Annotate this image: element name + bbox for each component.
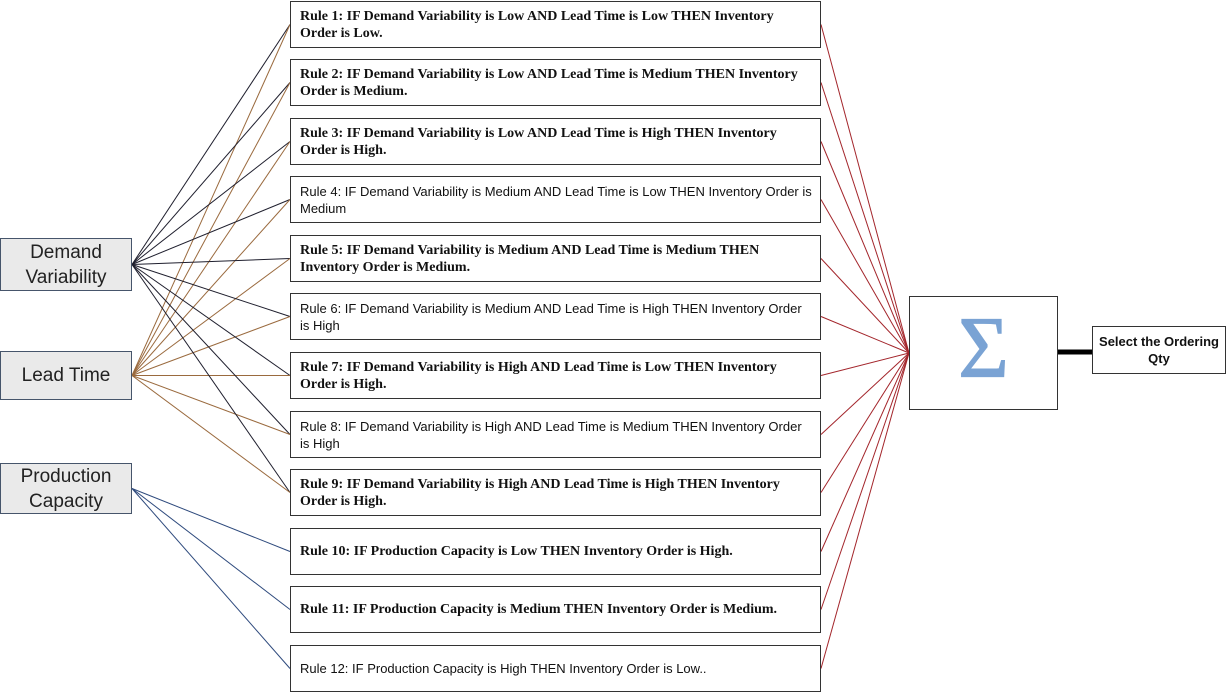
rule-text: Rule 8: IF Demand Variability is High AND Lead Time is Medium THEN Inventory Order is High xyxy=(300,418,802,451)
connector-lead-to-rule-6 xyxy=(132,317,290,376)
rule-box-7 xyxy=(290,352,821,399)
rule-box-2 xyxy=(290,59,821,106)
rule-text: Rule 2: IF Demand Variability is Low AND Lead Time is Medium THEN Inventory Order is Medium. xyxy=(300,66,798,99)
rule-box-11 xyxy=(290,586,821,633)
rule-text: Rule 10: IF Production Capacity is Low THEN Inventory Order is High. xyxy=(300,544,733,559)
rule-box-10 xyxy=(290,528,821,575)
rule-box-1 xyxy=(290,1,821,48)
connector-lead-to-rule-5 xyxy=(132,259,290,376)
connector-demand-to-rule-5 xyxy=(132,259,290,265)
connector-rule-2-to-sum xyxy=(821,83,909,354)
rule-text: Rule 1: IF Demand Variability is Low AND Lead Time is Low THEN Inventory Order is Low. xyxy=(300,8,774,41)
connector-rule-11-to-sum xyxy=(821,353,909,610)
rule-box-5 xyxy=(290,235,821,282)
connector-rule-12-to-sum xyxy=(821,353,909,669)
rule-text: Rule 7: IF Demand Variability is High AND Lead Time is Low THEN Inventory Order is High. xyxy=(300,359,777,392)
input-production-capacity xyxy=(0,463,132,514)
connector-rule-10-to-sum xyxy=(821,353,909,552)
connector-rule-1-to-sum xyxy=(821,25,909,354)
connector-lead-to-rule-8 xyxy=(132,376,290,435)
connector-lead-to-rule-3 xyxy=(132,142,290,376)
connector-prod-to-rule-12 xyxy=(132,489,290,669)
rule-box-8 xyxy=(290,411,821,458)
connector-demand-to-rule-3 xyxy=(132,142,290,265)
aggregation-box xyxy=(909,296,1058,410)
connector-demand-to-rule-2 xyxy=(132,83,290,265)
connector-rule-3-to-sum xyxy=(821,142,909,354)
rule-text: Rule 11: IF Production Capacity is Medium THEN Inventory Order is Medium. xyxy=(300,602,778,617)
rule-box-3 xyxy=(290,118,821,165)
connector-prod-to-rule-11 xyxy=(132,489,290,610)
connector-lead-to-rule-1 xyxy=(132,25,290,376)
sigma-icon xyxy=(910,305,1057,395)
input-demand-variability-label: Demand Variability xyxy=(25,241,107,288)
rule-box-6 xyxy=(290,293,821,340)
rule-text: Rule 3: IF Demand Variability is Low AND Lead Time is High THEN Inventory Order is High. xyxy=(300,125,777,158)
rule-text: Rule 6: IF Demand Variability is Medium AND Lead Time is High THEN Inventory Order is High xyxy=(300,300,802,333)
input-lead-time xyxy=(0,351,132,400)
connector-rule-7-to-sum xyxy=(821,353,909,376)
rule-box-9 xyxy=(290,469,821,516)
connector-demand-to-rule-9 xyxy=(132,265,290,493)
connector-demand-to-rule-4 xyxy=(132,200,290,265)
output-select-ordering-qty xyxy=(1092,326,1226,374)
rule-box-4 xyxy=(290,176,821,223)
svg-text:Σ: Σ xyxy=(958,305,1009,395)
connector-rule-4-to-sum xyxy=(821,200,909,354)
rule-text: Rule 9: IF Demand Variability is High AND Lead Time is High THEN Inventory Order is High. xyxy=(300,476,780,509)
input-production-capacity-label: Production Capacity xyxy=(20,465,112,512)
rule-text: Rule 5: IF Demand Variability is Medium AND Lead Time is Medium THEN Inventory Order is Medium. xyxy=(300,242,760,275)
output-label: Select the Ordering Qty xyxy=(1099,334,1219,366)
rule-text: Rule 12: IF Production Capacity is High THEN Inventory Order is Low.. xyxy=(300,661,707,676)
input-lead-time-label: Lead Time xyxy=(21,365,111,386)
connector-rule-5-to-sum xyxy=(821,259,909,354)
connector-prod-to-rule-10 xyxy=(132,489,290,552)
rule-box-12 xyxy=(290,645,821,692)
input-demand-variability xyxy=(0,238,132,291)
rule-text: Rule 4: IF Demand Variability is Medium AND Lead Time is Low THEN Inventory Order is Medium xyxy=(300,183,812,216)
connector-demand-to-rule-7 xyxy=(132,265,290,376)
connector-lead-to-rule-9 xyxy=(132,376,290,493)
